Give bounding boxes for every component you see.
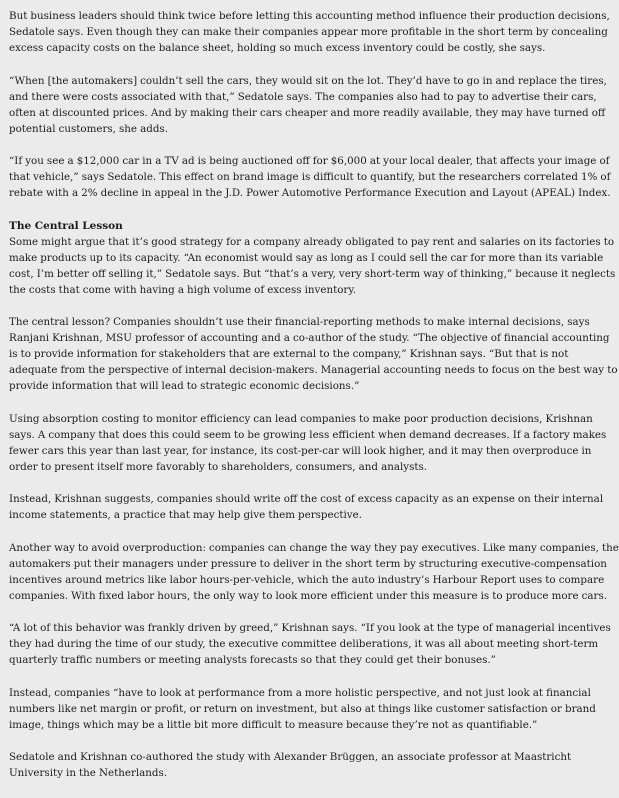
paragraph: “If you see a $12,000 car in a TV ad is being auctioned off for $6,000 at your local dealer, that affects your image of that vehicle,” says Sedatole. This effect on brand image is difficult to quantify, but the researchers correlated 1% of rebate with a 2% decline in appeal in the J.D. Power Automotive Performance Execution and Layout (APEAL) Index.	[9, 155, 611, 199]
paragraph: But business leaders should think twice before letting this accounting method influence their production decisions, Sedatole says. Even though they can make their companies appear more profitable in the short term by concealing excess capacity costs on the balance sheet, holding so much excess inventory could be costly, she says.	[9, 10, 610, 54]
paragraph: “A lot of this behavior was frankly driven by greed,” Krishnan says. “If you look at the type of managerial incentives they had during the time of our study, the executive committee deliberations, it was all about meeting short-term quarterly traffic numbers or meeting analysts forecasts so that they could get their bonuses.”	[9, 622, 611, 666]
paragraph: Some might argue that it’s good strategy for a company already obligated to pay rent and salaries on its factories to make products up to its capacity. “An economist would say as long as I could sell the car for more than its variable cost, I’m better off selling it,” Sedatole says. But “that’s a very, very short-term way of thinking,” because it neglects the costs that come with having a high volume of excess inventory.	[9, 235, 616, 296]
paragraph: Using absorption costing to monitor efficiency can lead companies to make poor production decisions, Krishnan says. A company that does this could seem to be growing less efficient when demand decreases. If a factory makes fewer cars this year than last year, for instance, its cost-per-car will look higher, and it may then overproduce in order to present itself more favorably to shareholders, consumers, and analysts.	[9, 412, 607, 473]
paragraph: Instead, companies “have to look at performance from a more holistic perspective, and not just look at financial numbers like net margin or profit, or return on investment, but also at things like customer satisfaction or brand image, things which may be a little bit more difficult to measure because they’re not as quantifiable.”	[9, 686, 596, 731]
section-heading: The Central Lesson	[9, 219, 123, 232]
paragraph: Instead, Krishnan suggests, companies should write off the cost of excess capacity as an expense on their internal income statements, a practice that may help give them perspective.	[9, 493, 604, 521]
paragraph: “When [the automakers] couldn’t sell the cars, they would sit on the lot. They’d have to go in and replace the tires, and there were costs associated with that,” Sedatole says. The companies also had to pay to advertise their cars, often at discounted prices. And by making their cars cheaper and more readily available, they may have turned off potential customers, she adds.	[9, 74, 607, 135]
paragraph: Another way to avoid overproduction: companies can change the way they pay executives. Like many companies, the automakers put their managers under pressure to deliver in the short term by structuring executive-compensation incentives around metrics like labor hours-per-vehicle, which the auto industry’s Harbour Report uses to compare companies. With fixed labor hours, the only way to look more efficient under this measure is to produce more cars.	[9, 541, 619, 602]
paragraph: Sedatole and Krishnan co-authored the study with Alexander Brüggen, an associate professor at Maastricht University in the Netherlands.	[9, 751, 572, 779]
paragraph: The central lesson? Companies shouldn’t use their financial-reporting methods to make internal decisions, says Ranjani Krishnan, MSU professor of accounting and a co-author of the study. “The objective of financial accounting is to provide information for stakeholders that are external to the company,” Krishnan says. “But that is not adequate from the perspective of internal decision-makers. Managerial accounting needs to focus on the best way to provide information that will lead to strategic economic decisions.”	[9, 316, 618, 392]
article-body	[9, 8, 619, 798]
